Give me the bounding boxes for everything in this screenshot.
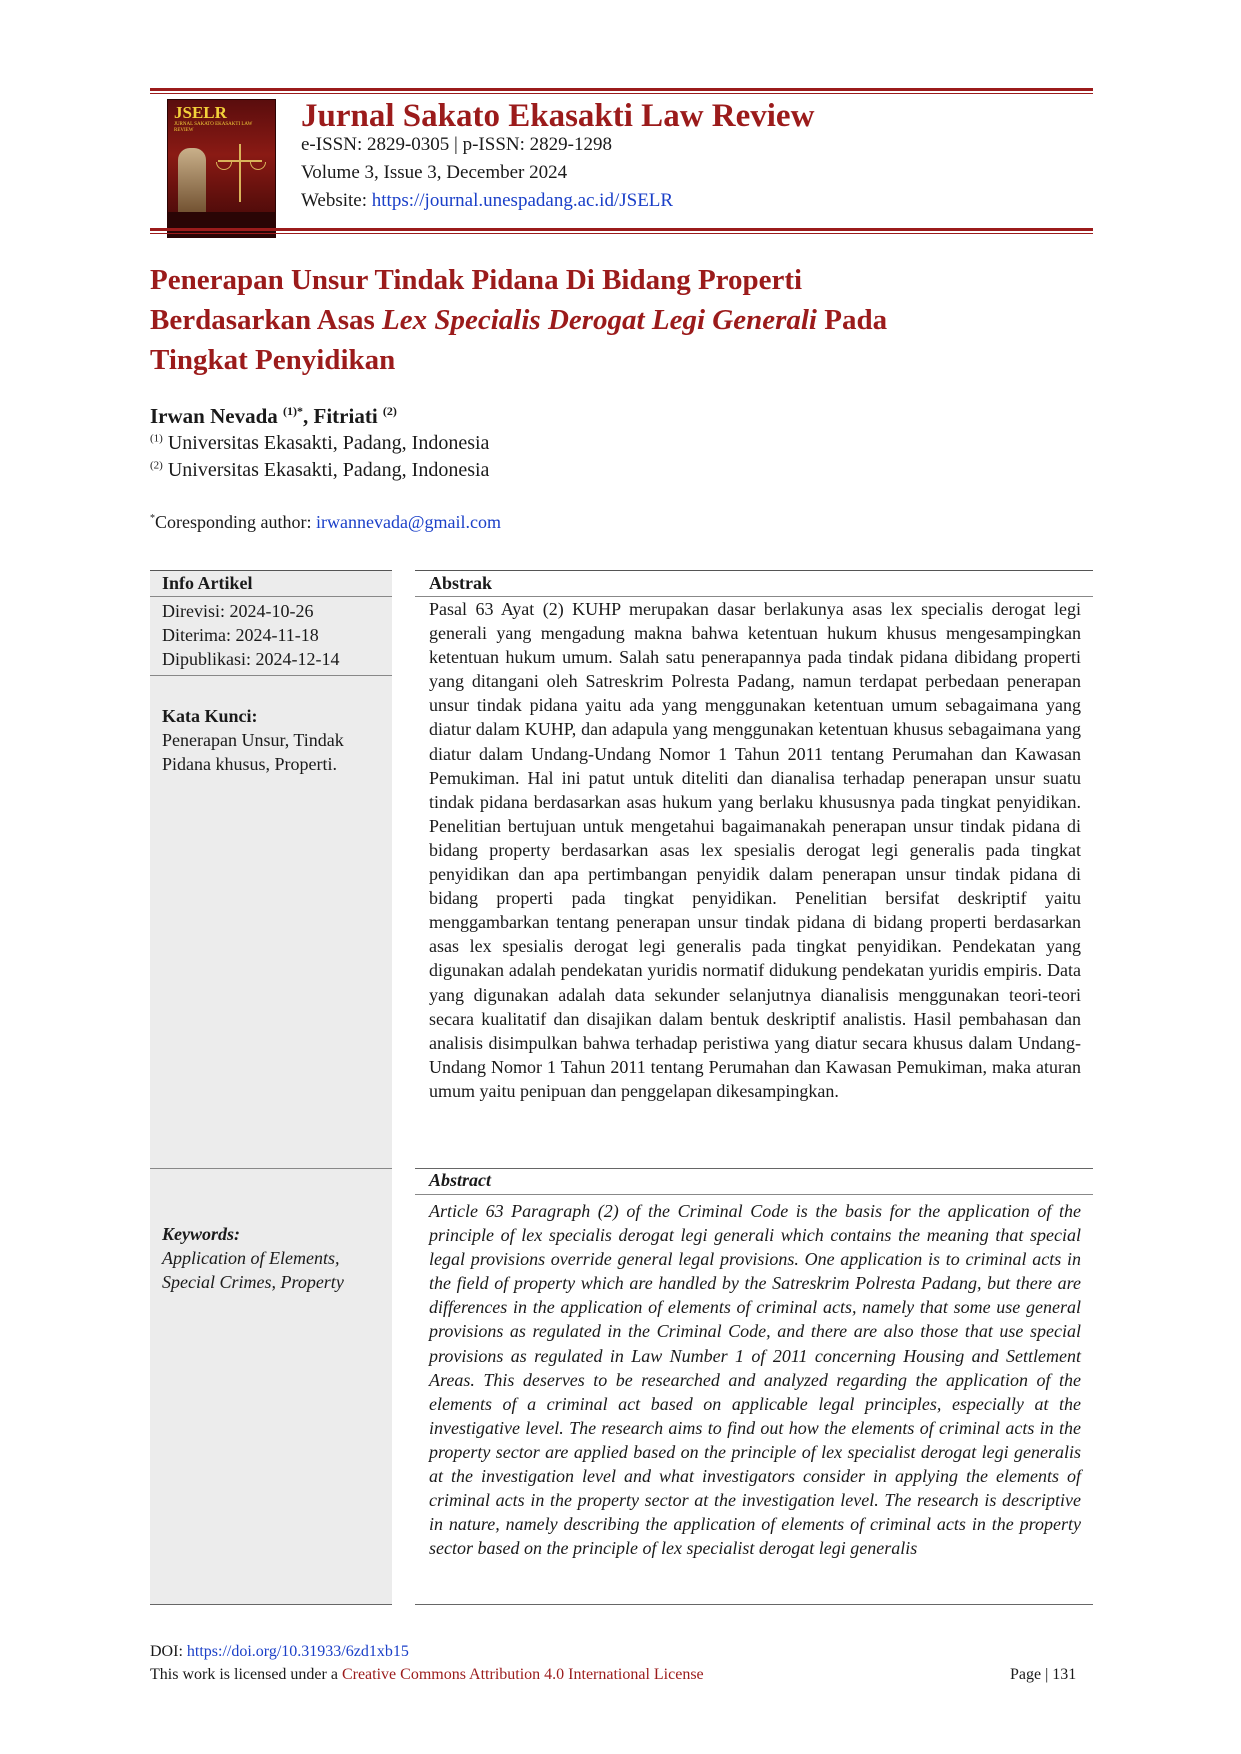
info-divider [150, 1168, 392, 1169]
info-divider [150, 675, 392, 676]
corr-mark: * [150, 513, 155, 524]
info-heading: Info Artikel [162, 573, 253, 593]
journal-title: Jurnal Sakato Ekasakti Law Review [301, 98, 815, 134]
header-top-rule [150, 88, 1093, 91]
scale-pan-left [216, 162, 232, 170]
abstract-top-rule [415, 1168, 1093, 1169]
author-name: Irwan Nevada [150, 404, 284, 428]
paper-title-line3: Tingkat Penyidikan [150, 344, 396, 376]
title-part: Berdasarkan Asas [150, 304, 383, 336]
doi-link[interactable]: https://doi.org/10.31933/6zd1xb15 [186, 1643, 409, 1660]
affiliation-mark: (1) [150, 432, 163, 445]
keywords-en-heading: Keywords: [162, 1224, 240, 1244]
header-top-rule-thin [150, 93, 1093, 94]
journal-website [301, 190, 673, 212]
date-accepted: Diterima: 2024-11-18 [162, 625, 319, 645]
author-affiliation-mark: (1)* [283, 404, 304, 418]
keywords-id-line1: Penerapan Unsur, Tindak [162, 730, 344, 750]
journal-issn: e-ISSN: 2829-0305 | p-ISSN: 2829-1298 [301, 134, 612, 155]
logo-subtitle: JURNAL SAKATO EKASAKTI LAW REVIEW [174, 122, 253, 133]
license-prefix: This work is licensed under a [150, 1666, 342, 1683]
title-italic-part: Lex Specialis Derogat Legi Generali [382, 304, 817, 336]
logo-text: JSELR [174, 103, 227, 122]
paper-title-line2 [150, 300, 1050, 340]
license-line [150, 1666, 704, 1684]
date-published: Dipublikasi: 2024-12-14 [162, 649, 340, 669]
doi-label: DOI: [150, 1643, 187, 1660]
corr-label: Coresponding author: [155, 512, 316, 532]
left-bottom-rule [150, 1604, 392, 1605]
abstract-heading-rule [415, 1194, 1093, 1195]
abstract-text: Article 63 Paragraph (2) of the Criminal Code is the basis for the application of the principle of lex specialis derogat legi generali which contains the meaning that special legal provisions override general legal provisions. One application is to criminal acts in the field of property which are handled by the Satreskrim Polresta Padang, but there are differences in the application of elements of criminal acts, namely that some use general provisions as regulated in the Criminal Code, and there are also those that use special provisions as regulated in Law Number 1 of 2011 concerning Housing and Settlement Areas. This deserves to be researched and analyzed regarding the application of the elements of a criminal act based on applicable legal principles, especially at the investigative level. The research aims to find out how the elements of criminal acts in the property sector are applied based on the principle of lex specialist derogat legi generalis at the investigation level and what investigators consider in applying the elements of criminal acts in the property sector at the investigation level. The research is descriptive in nature, namely describing the application of elements of criminal acts in the property sector based on the principle of lex specialist derogat legi generalis [429, 1201, 1081, 1559]
journal-logo [167, 99, 276, 238]
affiliation-1 [150, 432, 489, 455]
affiliation-2 [150, 459, 489, 482]
scale-pan-right [250, 162, 266, 170]
website-label: Website: [301, 190, 372, 211]
paper-title [150, 260, 1050, 380]
abstrak-text: Pasal 63 Ayat (2) KUHP merupakan dasar berlakunya asas lex specialis derogat legi generali yang mengadung makna bahwa ketentuan hukum khusus mengesampingkan ketentuan hukum umum. Salah satu penerapannya pada tindak pidana dibidang properti yang ditangani oleh Satreskrim Polresta Padang, namun terdapat perbedaan penerapan unsur tindak pidana yaitu ada yang menggunakan ketentuan umum sebagaimana yang diatur dalam KUHP, dan adapula yang menggunakan ketentuan khusus sebagaimana yang diatur dalam Undang-Undang Nomor 1 Tahun 2011 tentang Perumahan dan Kawasan Pemukiman. Hal ini patut untuk diteliti dan dianalisa terhadap penerapan unsur suatu tindak pidana berdasarkan asas hukum yang berlaku khususnya pada tingkat penyidikan. Penelitian bertujuan untuk mengetahui bagaimanakah penerapan unsur tindak pidana di bidang property berdasarkan asas lex spesialis derogat legi generalis pada tingkat penyidikan dan apa pertimbangan penyidik dalam penerapan unsur tindak pidana di bidang properti pada tingkat penyidikan. Penelitian bersifat deskriptif yaitu menggambarkan tentang penerapan unsur tindak pidana di bidang properti berdasarkan asas lex spesialis derogat legi generalis pada tingkat penyidikan. Pendekatan yang digunakan adalah pendekatan yuridis normatif didukung pendekatan yuridis empiris. Data yang digunakan adalah data sekunder selanjutnya dianalisis menggunakan teori-teori secara kualitatif dan disajikan dalam bentuk deskriptif analistis. Hasil pembahasan dan analisis disimpulkan bahwa terhadap peristiwa yang diatur secara khusus dalam Undang-Undang Nomor 1 Tahun 2011 tentang Perumahan dan Kawasan Pemukiman, maka aturan umum yaitu penipuan dan penggelapan dikesampingkan. [429, 599, 1081, 1101]
keywords-en-line2: Special Crimes, Property [162, 1272, 344, 1292]
keywords-en-line1: Application of Elements, [162, 1248, 340, 1268]
header-bottom-rule-thin [150, 233, 1093, 234]
journal-volume: Volume 3, Issue 3, December 2024 [301, 162, 568, 183]
header-bottom-rule [150, 228, 1093, 231]
affiliation-text: Universitas Ekasakti, Padang, Indonesia [162, 459, 490, 481]
scale-post [239, 144, 241, 202]
affiliation-text: Universitas Ekasakti, Padang, Indonesia [162, 432, 490, 454]
title-part: Pada [816, 304, 888, 336]
abstrak-heading: Abstrak [429, 573, 493, 593]
keywords-id-line2: Pidana khusus, Properti. [162, 754, 337, 774]
doi-line [150, 1643, 409, 1661]
right-bottom-rule [415, 1604, 1093, 1605]
abstract-heading: Abstract [429, 1170, 492, 1190]
paper-title-line1: Penerapan Unsur Tindak Pidana Di Bidang Properti [150, 264, 803, 296]
info-heading-bar [150, 570, 392, 597]
keywords-id-heading: Kata Kunci: [162, 706, 258, 726]
author-affiliation-mark: (2) [382, 404, 397, 418]
corr-email-link[interactable]: irwannevada@gmail.com [315, 512, 501, 532]
author-list [150, 404, 397, 429]
website-link[interactable]: https://journal.unespadang.ac.id/JSELR [371, 190, 674, 211]
abstrak-heading-bar [415, 570, 1093, 597]
page-number: Page | 131 [1010, 1666, 1077, 1683]
affiliation-mark: (2) [150, 459, 163, 472]
date-revised: Direvisi: 2024-10-26 [162, 601, 314, 621]
license-link[interactable]: Creative Commons Attribution 4.0 International License [341, 1666, 704, 1683]
corresponding-author [150, 512, 501, 533]
author-separator: , Fitriati [303, 404, 383, 428]
lady-justice-figure [178, 148, 206, 218]
